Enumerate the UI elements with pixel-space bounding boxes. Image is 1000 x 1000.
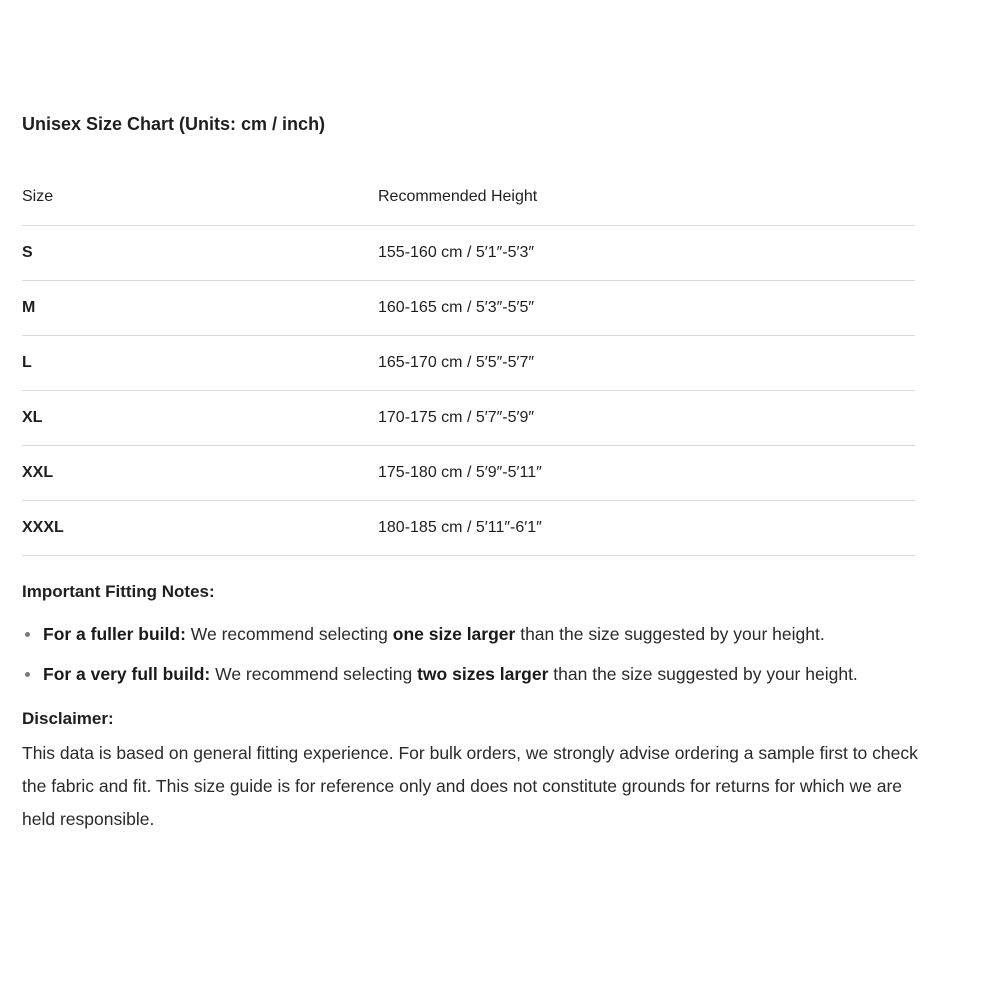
height-cell: 155-160 cm / 5′1″-5′3″ (378, 226, 915, 281)
height-cell: 165-170 cm / 5′5″-5′7″ (378, 336, 915, 391)
table-row (22, 281, 915, 336)
note-lead: For a fuller build: (43, 624, 186, 644)
size-cell: M (22, 281, 378, 336)
header-size: Size (22, 171, 378, 226)
table-header-row (22, 171, 915, 226)
note-text: We recommend selecting (185, 624, 393, 644)
disclaimer-title: Disclaimer: (22, 709, 114, 728)
fitting-notes-list (22, 618, 915, 691)
note-emphasis: two sizes larger (417, 664, 549, 684)
size-guide (22, 108, 918, 836)
bullet-icon (25, 672, 30, 677)
bullet-icon (25, 632, 30, 637)
note-text: than the size suggested by your height. (515, 624, 825, 644)
chart-title: Unisex Size Chart (Units: cm / inch) (22, 114, 326, 134)
header-recommended-height: Recommended Height (378, 171, 915, 226)
height-cell: 175-180 cm / 5′9″-5′11″ (378, 446, 915, 501)
size-cell: S (22, 226, 378, 281)
size-cell: XL (22, 391, 378, 446)
height-cell: 180-185 cm / 5′11″-6′1″ (378, 501, 915, 556)
size-cell: L (22, 336, 378, 391)
note-lead: For a very full build: (43, 664, 211, 684)
fitting-notes-title: Important Fitting Notes: (22, 582, 215, 601)
table-row (22, 336, 915, 391)
table-row (22, 446, 915, 501)
note-text: than the size suggested by your height. (548, 664, 858, 684)
height-cell: 160-165 cm / 5′3″-5′5″ (378, 281, 915, 336)
size-table (22, 171, 915, 556)
table-row (22, 226, 915, 281)
note-emphasis: one size larger (392, 624, 516, 644)
table-row (22, 391, 915, 446)
size-cell: XXXL (22, 501, 378, 556)
height-cell: 170-175 cm / 5′7″-5′9″ (378, 391, 915, 446)
disclaimer-text: This data is based on general fitting experience. For bulk orders, we strongly advise ordering a sample first to check the fabric and fit. This size guide is for reference only and does not constitute grounds for returns for which we are held responsible. (22, 743, 918, 829)
size-cell: XXL (22, 446, 378, 501)
note-text: We recommend selecting (210, 664, 418, 684)
list-item (43, 618, 915, 651)
table-row (22, 501, 915, 556)
list-item (43, 658, 915, 691)
